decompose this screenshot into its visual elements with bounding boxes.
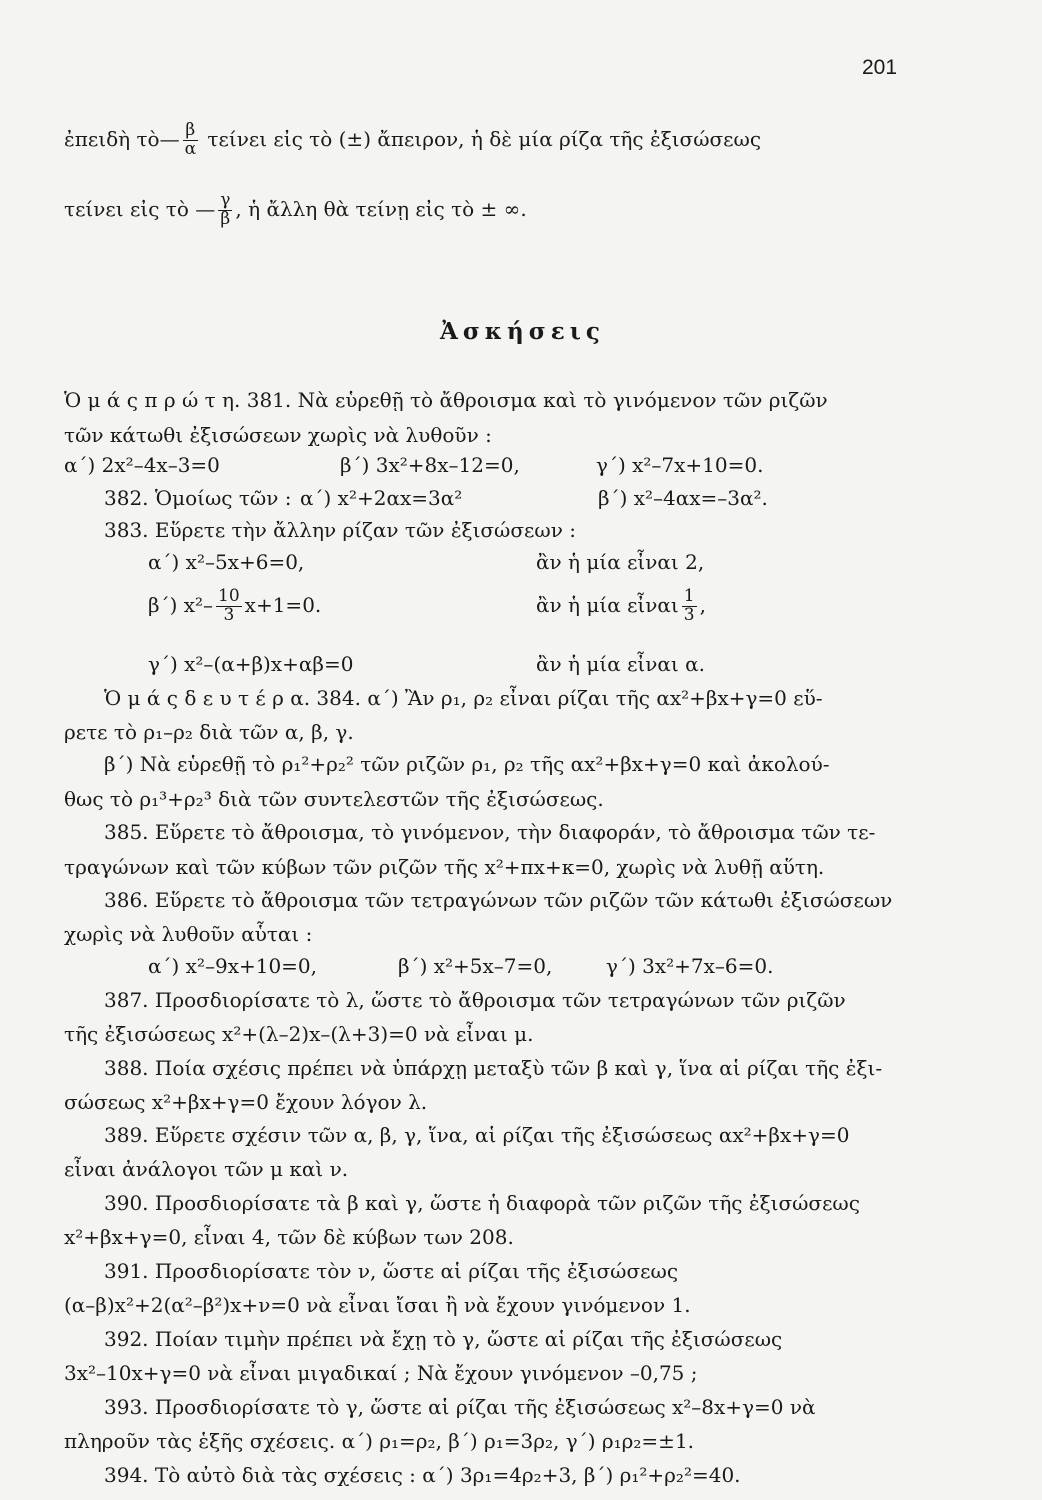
- text-line: τραγώνων καὶ τῶν κύβων τῶν ριζῶν τῆς x²+πx+κ=0, χωρὶς νὰ λυθῇ αὕτη.: [64, 855, 825, 879]
- text-line: 394. Τὸ αὐτὸ διὰ τὰς σχέσεις : α΄) 3ρ₁=4ρ₂+3, β΄) ρ₁²+ρ₂²=40.: [104, 1463, 741, 1487]
- intro-2-prefix: τείνει εἰς τὸ —: [64, 196, 216, 221]
- fraction-denominator: β: [220, 208, 231, 229]
- section-title: Ἀσκήσεις: [440, 318, 605, 345]
- intro-1-suffix: τείνει εἰς τὸ (±) ἄπειρον, ἡ δὲ μία ρίζα τῆς ἐξισώσεως: [207, 126, 762, 151]
- text-line: πληροῦν τὰς ἑξῆς σχέσεις. α΄) ρ₁=ρ₂, β΄) ρ₁=3ρ₂, γ΄) ρ₁ρ₂=±1.: [64, 1429, 695, 1453]
- one-third-fraction: [682, 588, 697, 625]
- text-line: θως τὸ ρ₁³+ρ₂³ διὰ τῶν συντελεστῶν τῆς ἐξισώσεως.: [64, 787, 604, 811]
- ten-thirds-fraction: [216, 588, 242, 625]
- exercise-383-b: [148, 588, 321, 625]
- exercise-383-b-condition: [536, 588, 706, 625]
- text-line: τῆς ἐξισώσεως x²+(λ–2)x–(λ+3)=0 νὰ εἶναι μ.: [64, 1022, 534, 1046]
- text-line: 391. Προσδιορίσατε τὸν ν, ὥστε αἱ ρίζαι τῆς ἐξισώσεως: [104, 1259, 679, 1283]
- text-line: γ΄) x²–7x+10=0.: [596, 453, 764, 477]
- fraction-numerator: 1: [683, 586, 695, 606]
- text-line: β΄) x²+5x–7=0,: [398, 954, 553, 978]
- text-line: 393. Προσδιορίσατε τὸ γ, ὥστε αἱ ρίζαι τῆς ἐξισώσεως x²–8x+γ=0 νὰ: [104, 1395, 816, 1419]
- text-line: γ΄) 3x²+7x–6=0.: [606, 954, 774, 978]
- text-line: τῶν κάτωθι ἐξισώσεων χωρὶς νὰ λυθοῦν :: [64, 423, 492, 447]
- text-line: 386. Εὕρετε τὸ ἄθροισμα τῶν τετραγώνων τῶν ριζῶν τῶν κάτωθι ἐξισώσεων: [104, 888, 893, 912]
- intro-line-2: [64, 192, 527, 229]
- fraction-denominator: 3: [683, 604, 695, 625]
- text-line: εἶναι ἀνάλογοι τῶν μ καὶ ν.: [64, 1157, 349, 1181]
- text-line: Ὁ μ ά ς π ρ ώ τ η. 381. Νὰ εὑρεθῇ τὸ ἄθροισμα καὶ τὸ γινόμενον τῶν ριζῶν: [64, 388, 828, 412]
- text-line: σώσεως x²+βx+γ=0 ἔχουν λόγον λ.: [64, 1090, 428, 1114]
- intro-2-suffix: , ἡ ἄλλη θὰ τείνῃ εἰς τὸ ± ∞.: [235, 196, 527, 221]
- text-line: 389. Εὕρετε σχέσιν τῶν α, β, γ, ἵνα, αἱ ρίζαι τῆς ἐξισώσεως αx²+βx+γ=0: [104, 1123, 850, 1147]
- text-line: 382. Ὁμοίως τῶν :: [104, 486, 292, 510]
- intro-line-1: [64, 122, 761, 159]
- text-line: x²+βx+γ=0, εἶναι 4, τῶν δὲ κύβων των 208.: [64, 1225, 514, 1249]
- text-line: 385. Εὕρετε τὸ ἄθροισμα, τὸ γινόμενον, τὴν διαφοράν, τὸ ἄθροισμα τῶν τε-: [104, 820, 876, 844]
- text-line: 3x²–10x+γ=0 νὰ εἶναι μιγαδικαί ; Νὰ ἔχουν γινόμενον –0,75 ;: [64, 1361, 698, 1385]
- condition-suffix: ,: [699, 592, 706, 617]
- text-line: β΄) x²–4αx=–3α².: [598, 486, 768, 510]
- text-line: β΄) Νὰ εὑρεθῇ τὸ ρ₁²+ρ₂² τῶν ριζῶν ρ₁, ρ₂ τῆς αx²+βx+γ=0 καὶ ἀκολού-: [104, 752, 830, 776]
- text-line: (α–β)x²+2(α²–β²)x+ν=0 νὰ εἶναι ἴσαι ἢ νὰ ἔχουν γινόμενον 1.: [64, 1293, 691, 1317]
- eq-383-b-prefix: β΄) x²–: [148, 592, 214, 617]
- page-number: 201: [862, 56, 898, 79]
- text-line: 387. Προσδιορίσατε τὸ λ, ὥστε τὸ ἄθροισμα τῶν τετραγώνων τῶν ριζῶν: [104, 988, 846, 1012]
- text-line: α΄) x²–5x+6=0,: [148, 550, 305, 574]
- text-line: γ΄) x²–(α+β)x+αβ=0: [148, 652, 354, 676]
- eq-383-b-suffix: x+1=0.: [244, 592, 322, 617]
- fraction-numerator: γ: [220, 190, 231, 210]
- text-line: Ὁ μ ά ς δ ε υ τ έ ρ α. 384. α΄) Ἂν ρ₁, ρ₂ εἶναι ρίζαι τῆς αx²+βx+γ=0 εὕ-: [104, 686, 823, 710]
- text-line: χωρὶς νὰ λυθοῦν αὗται :: [64, 922, 313, 946]
- text-line: 392. Ποίαν τιμὴν πρέπει νὰ ἔχῃ τὸ γ, ὥστε αἱ ρίζαι τῆς ἐξισώσεως: [104, 1327, 783, 1351]
- intro-1-prefix: ἐπειδὴ τὸ—: [64, 126, 180, 151]
- text-line: 390. Προσδιορίσατε τὰ β καὶ γ, ὥστε ἡ διαφορὰ τῶν ριζῶν τῆς ἐξισώσεως: [104, 1191, 860, 1215]
- text-line: 383. Εὕρετε τὴν ἄλλην ρίζαν τῶν ἐξισώσεων :: [104, 518, 576, 542]
- condition-prefix: ἂν ἡ μία εἶναι: [536, 592, 679, 617]
- fraction-denominator: α: [184, 138, 197, 159]
- gamma-over-beta-fraction: [218, 192, 232, 229]
- text-line: 388. Ποία σχέσις πρέπει νὰ ὑπάρχῃ μεταξὺ τῶν β καὶ γ, ἵνα αἱ ρίζαι τῆς ἐξι-: [104, 1056, 883, 1080]
- beta-over-alpha-fraction: [183, 122, 198, 159]
- text-line: α΄) x²–9x+10=0,: [148, 954, 318, 978]
- text-line: β΄) 3x²+8x–12=0,: [340, 453, 520, 477]
- text-line: ἂν ἡ μία εἶναι 2,: [536, 550, 705, 574]
- text-line: ἂν ἡ μία εἶναι α.: [536, 652, 705, 676]
- text-line: ρετε τὸ ρ₁–ρ₂ διὰ τῶν α, β, γ.: [64, 720, 354, 744]
- text-line: α΄) x²+2αx=3α²: [300, 486, 463, 510]
- fraction-denominator: 3: [223, 604, 235, 625]
- fraction-numerator: 10: [218, 586, 240, 606]
- text-line: α΄) 2x²–4x–3=0: [64, 453, 220, 477]
- fraction-numerator: β: [183, 122, 198, 141]
